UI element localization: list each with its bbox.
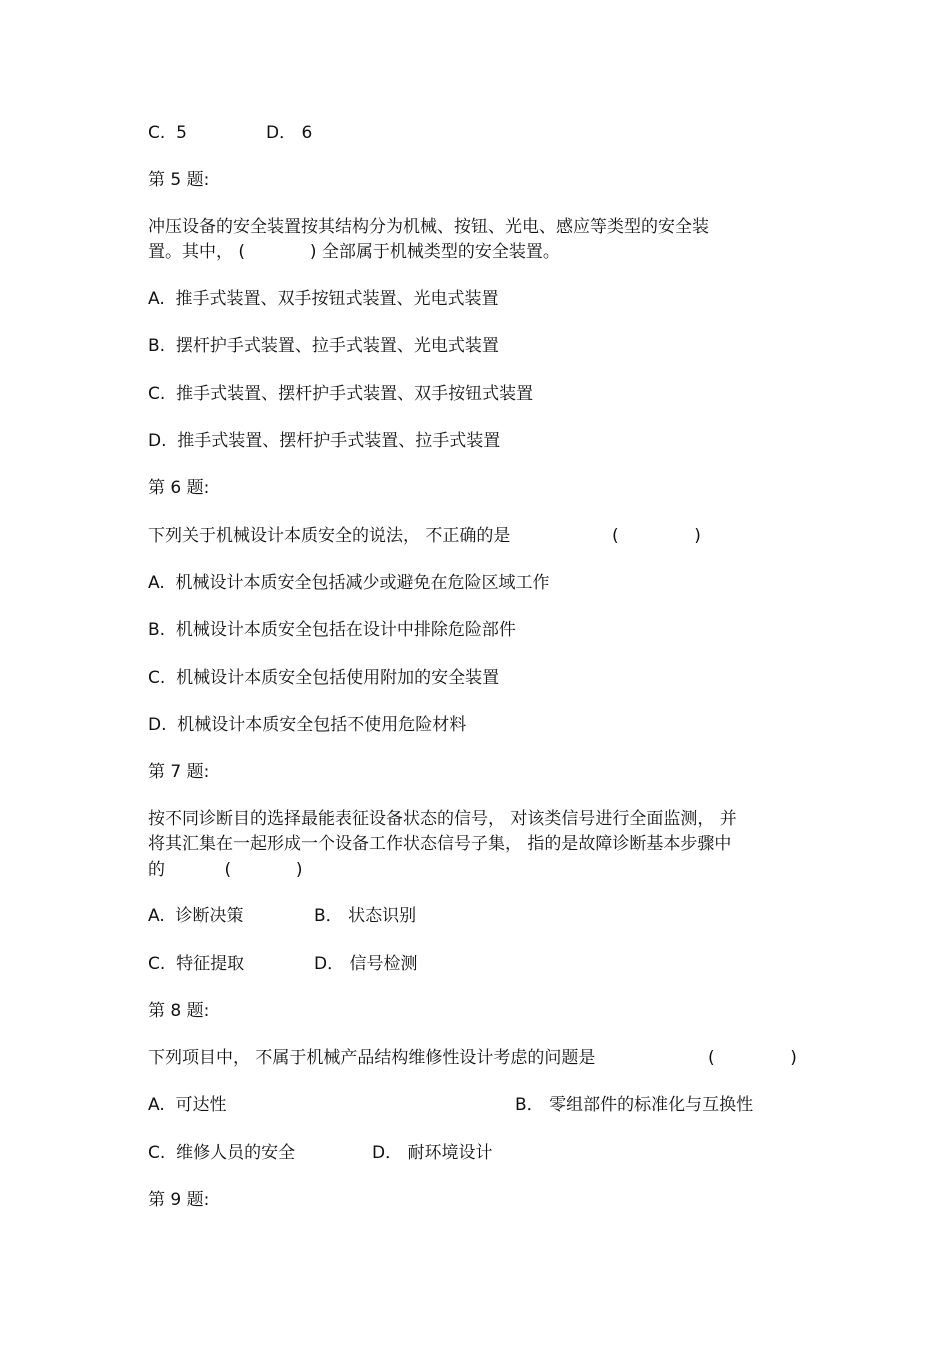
q8-option-d: D． 耐环境设计: [372, 1143, 493, 1163]
q6-option-a: A. 机械设计本质安全包括减少或避免在危险区域工作: [148, 573, 550, 593]
q7-option-a: A. 诊断决策: [148, 906, 244, 926]
q8-option-b: B． 零组部件的标准化与互换性: [515, 1095, 754, 1115]
q5-heading: 第 5 题:: [148, 170, 210, 190]
q6-option-d: D. 机械设计本质安全包括不使用危险材料: [148, 715, 467, 735]
q5-option-d: D. 推手式装置、摆杆护手式装置、拉手式装置: [148, 431, 501, 451]
q8-heading: 第 8 题:: [148, 1001, 210, 1021]
q7-option-c: C. 特征提取: [148, 954, 245, 974]
q5-stem-line1: 冲压设备的安全装置按其结构分为机械、按钮、光电、感应等类型的安全装: [148, 217, 709, 237]
q6-stem: 下列关于机械设计本质安全的说法， 不正确的是: [148, 526, 511, 546]
q5-stem-line2: 置。其中， ( ) 全部属于机械类型的安全装置。: [148, 242, 560, 262]
q8-option-a: A. 可达性: [148, 1095, 227, 1115]
q7-heading: 第 7 题:: [148, 762, 210, 782]
q7-stem-line1: 按不同诊断目的选择最能表征设备状态的信号， 对该类信号进行全面监测， 并: [148, 809, 737, 829]
q9-heading: 第 9 题:: [148, 1190, 210, 1210]
q8-stem: 下列项目中， 不属于机械产品结构维修性设计考虑的问题是: [148, 1048, 596, 1068]
q4-option-c: C. 5: [148, 123, 187, 143]
q4-option-d: D． 6: [266, 123, 313, 143]
q5-option-a: A. 推手式装置、双手按钮式装置、光电式装置: [148, 289, 499, 309]
q7-option-b: B． 状态识别: [314, 906, 417, 926]
q5-option-c: C. 推手式装置、摆杆护手式装置、双手按钮式装置: [148, 384, 534, 404]
q5-option-b: B. 摆杆护手式装置、拉手式装置、光电式装置: [148, 336, 499, 356]
q7-stem-line2: 将其汇集在一起形成一个设备工作状态信号子集， 指的是故障诊断基本步骤中: [148, 834, 732, 854]
q8-option-c: C. 维修人员的安全: [148, 1143, 296, 1163]
q7-option-d: D． 信号检测: [314, 954, 418, 974]
q7-stem-line3: 的 ( ): [148, 860, 303, 880]
q8-blank: ( ): [708, 1048, 797, 1068]
q6-option-c: C. 机械设计本质安全包括使用附加的安全装置: [148, 668, 500, 688]
q6-blank: ( ): [612, 526, 701, 546]
q6-heading: 第 6 题:: [148, 478, 210, 498]
q6-option-b: B. 机械设计本质安全包括在设计中排除危险部件: [148, 620, 516, 640]
